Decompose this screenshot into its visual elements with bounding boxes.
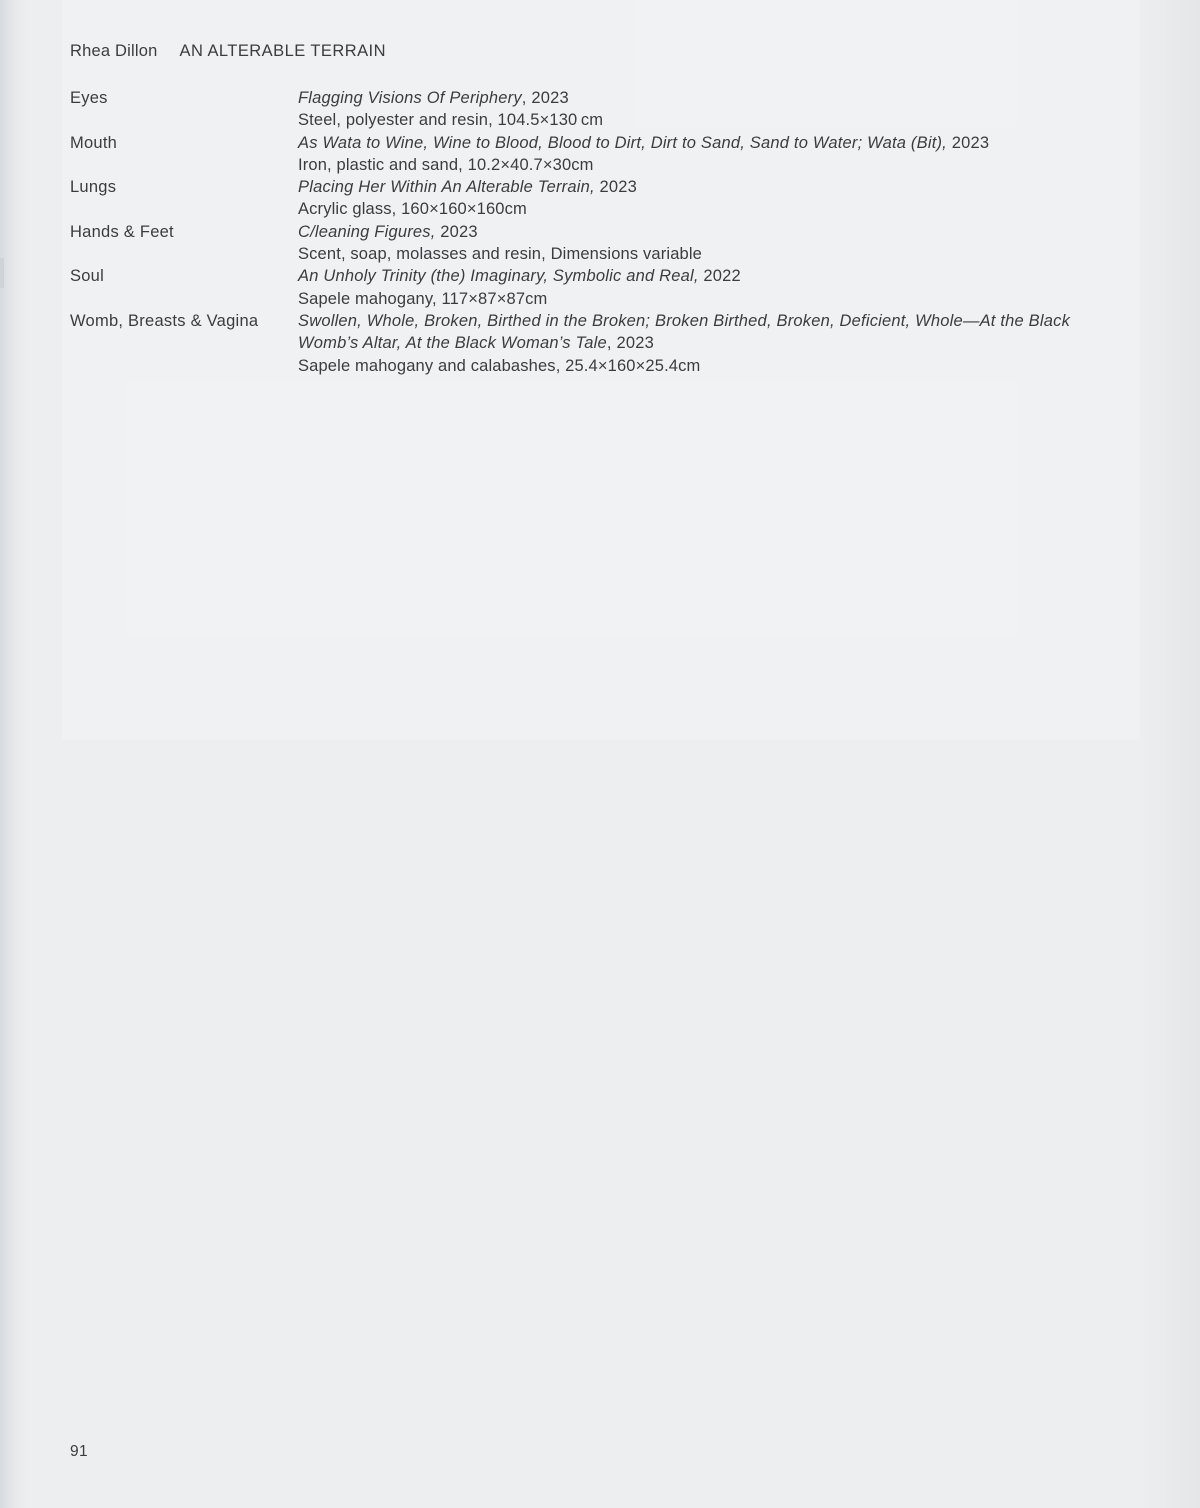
work-title-line bbox=[298, 132, 1100, 154]
list-item bbox=[70, 87, 1100, 132]
list-item bbox=[70, 132, 1100, 177]
binding-mark bbox=[0, 258, 4, 288]
work-details bbox=[298, 265, 1100, 310]
work-title-line bbox=[298, 176, 1100, 198]
work-year: , 2023 bbox=[521, 89, 569, 107]
page-header bbox=[70, 42, 1100, 61]
work-medium: Acrylic glass, 160×160×160cm bbox=[298, 200, 527, 219]
list-item bbox=[70, 176, 1100, 221]
work-title-line bbox=[298, 221, 1100, 243]
work-year: 2023 bbox=[435, 222, 478, 241]
work-body-part: Eyes bbox=[70, 89, 108, 107]
page-content bbox=[70, 42, 1100, 377]
artist-name: Rhea Dillon bbox=[70, 42, 158, 60]
work-year: 2022 bbox=[698, 267, 741, 286]
page-number: 91 bbox=[70, 1443, 89, 1460]
page-right-edge-shadow bbox=[1140, 0, 1200, 1508]
work-medium: Scent, soap, molasses and resin, Dimensions variable bbox=[298, 245, 702, 264]
work-medium: Iron, plastic and sand, 10.2×40.7×30cm bbox=[298, 155, 594, 174]
work-title-line bbox=[298, 310, 1100, 355]
page-left-edge-shadow bbox=[0, 0, 26, 1508]
list-item bbox=[70, 221, 1100, 266]
work-title: As Wata to Wine, Wine to Blood, Blood to Dirt, Dirt to Sand, Sand to Water; Wata (Bit), bbox=[298, 133, 947, 152]
work-body-part: Lungs bbox=[70, 178, 117, 197]
work-title: Flagging Visions Of Periphery bbox=[298, 89, 522, 107]
exhibition-title: AN ALTERABLE TERRAIN bbox=[179, 42, 386, 60]
work-medium: Sapele mahogany, 117×87×87cm bbox=[298, 289, 548, 308]
list-item bbox=[70, 265, 1100, 310]
work-year: , 2023 bbox=[606, 334, 654, 353]
work-title: An Unholy Trinity (the) Imaginary, Symbolic and Real, bbox=[298, 267, 699, 286]
work-details bbox=[298, 176, 1100, 221]
work-title: Swollen, Whole, Broken, Birthed in the Broken; Broken Birthed, Broken, Deficient, Whole—At the Black Womb’s Altar, At the Black Woman’s Tale bbox=[298, 311, 1071, 353]
works-list bbox=[70, 87, 1100, 377]
work-details bbox=[298, 221, 1100, 266]
work-title: C/leaning Figures, bbox=[298, 222, 436, 241]
work-details bbox=[298, 87, 1100, 132]
work-details bbox=[298, 132, 1100, 177]
work-title-line bbox=[298, 265, 1100, 287]
work-body-part: Hands & Feet bbox=[70, 222, 174, 241]
list-item bbox=[70, 310, 1100, 377]
work-year: 2023 bbox=[946, 133, 990, 152]
work-title-line bbox=[298, 87, 1100, 109]
work-body-part: Womb, Breasts & Vagina bbox=[70, 311, 259, 330]
work-medium: Steel, polyester and resin, 104.5×130 cm bbox=[298, 111, 604, 130]
work-medium: Sapele mahogany and calabashes, 25.4×160×25.4cm bbox=[298, 356, 701, 375]
work-year: 2023 bbox=[594, 178, 638, 197]
work-body-part: Soul bbox=[70, 267, 105, 286]
work-body-part: Mouth bbox=[70, 133, 118, 152]
work-title: Placing Her Within An Alterable Terrain, bbox=[298, 178, 595, 197]
work-details bbox=[298, 310, 1100, 377]
